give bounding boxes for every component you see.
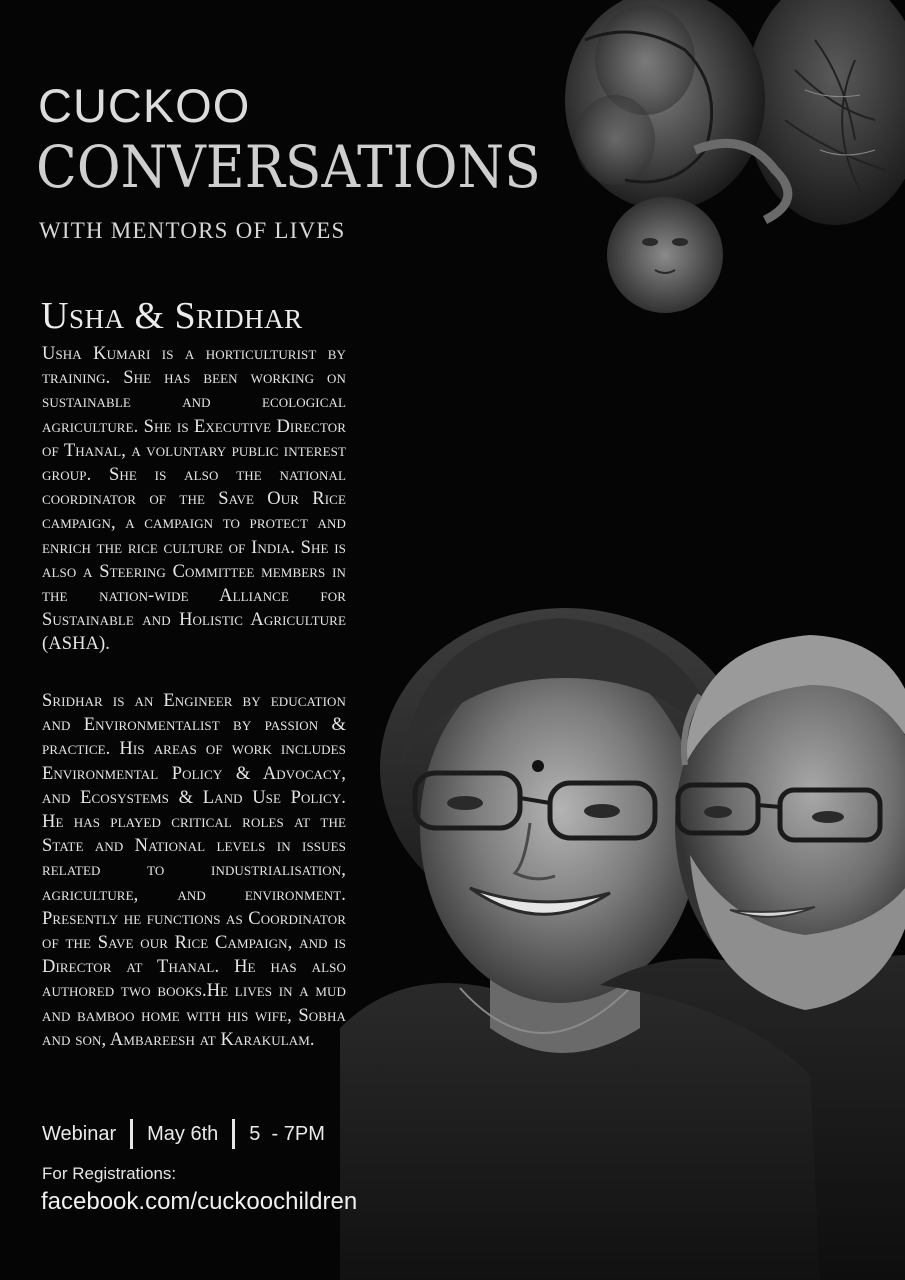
separator xyxy=(130,1119,133,1149)
anatomical-illustration xyxy=(555,0,905,330)
subtitle: WITH MENTORS OF LIVES xyxy=(39,218,346,243)
registration-label: For Registrations: xyxy=(42,1164,177,1183)
separator xyxy=(232,1119,235,1149)
registration-link[interactable]: facebook.com/cuckoochildren xyxy=(41,1188,358,1215)
sridhar-portrait xyxy=(590,625,905,1280)
mentor-names: Usha & Sridhar xyxy=(41,295,303,337)
event-type: Webinar xyxy=(42,1122,117,1145)
title-conversations: CONVERSATIONS xyxy=(36,133,541,201)
title-cuckoo: CUCKOO xyxy=(38,79,251,132)
event-time: 5 - 7PM xyxy=(249,1122,325,1145)
bio-usha: Usha Kumari is a horticulturist by training. She has been working on sustainable and ecological agriculture. She is Executive Director of Thanal, a voluntary public interest group. She is also the national coordinator of the Save Our Rice campaign, a campaign to protect and enrich the rice culture of India. She is also a Steering Committee members in the nation-wide Alliance for Sustainable and Holistic Agriculture (ASHA). xyxy=(42,344,346,655)
event-date: May 6th xyxy=(147,1122,219,1145)
event-details xyxy=(42,1118,325,1150)
bio-sridhar: Sridhar is an Engineer by education and Environmentalist by passion & practice. His areas of work includes Environmental Policy & Advocacy, and Ecosystems & Land Use Policy. He has played critical roles at the State and National levels in issues related to industrialisation, agriculture, and environment. Presently he functions as Coordinator of the Save our Rice Campaign, and is Director at Thanal. He has also authored two books.He lives in a mud and bamboo home with his wife, Sobha and son, Ambareesh at Karakulam. xyxy=(42,691,346,1050)
